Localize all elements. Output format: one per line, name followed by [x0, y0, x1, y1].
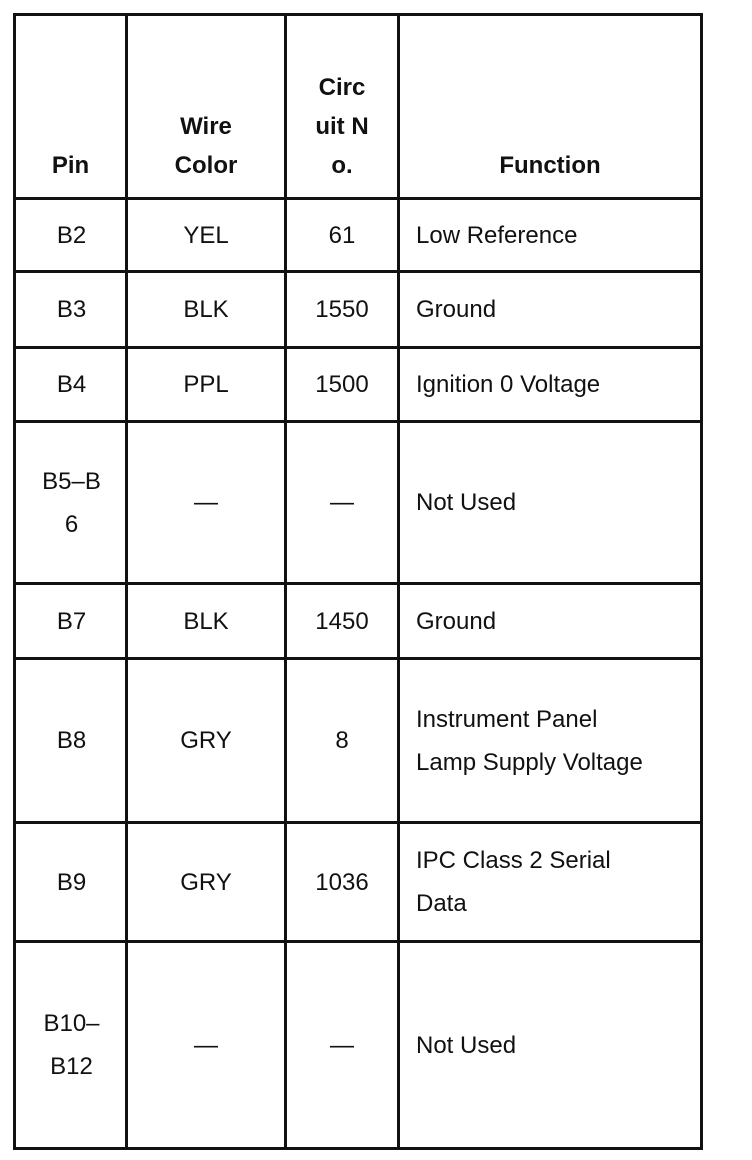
wire-color-cell: PPL — [127, 348, 286, 422]
pin-cell: B5–B6 — [15, 422, 127, 584]
wire-color-cell: BLK — [127, 272, 286, 348]
function-cell: Low Reference — [399, 199, 702, 272]
pin-cell: B8 — [15, 659, 127, 823]
table-row — [15, 348, 702, 422]
table-row — [15, 584, 702, 659]
pin-cell: B3 — [15, 272, 127, 348]
table-row — [15, 823, 702, 942]
pin-cell: B7 — [15, 584, 127, 659]
table-row — [15, 659, 702, 823]
table-header-row — [15, 15, 702, 199]
wire-color-cell: BLK — [127, 584, 286, 659]
circuit-no-cell: 8 — [286, 659, 399, 823]
wire-color-cell: YEL — [127, 199, 286, 272]
function-cell: IPC Class 2 Serial Data — [399, 823, 702, 942]
function-cell: Ignition 0 Voltage — [399, 348, 702, 422]
wire-color-cell: — — [127, 422, 286, 584]
function-cell: Ground — [399, 272, 702, 348]
circuit-no-cell: 1500 — [286, 348, 399, 422]
wire-color-cell: — — [127, 942, 286, 1149]
circuit-no-cell: 61 — [286, 199, 399, 272]
pin-cell: B2 — [15, 199, 127, 272]
circuit-no-cell: 1450 — [286, 584, 399, 659]
table-row — [15, 422, 702, 584]
wire-color-cell: GRY — [127, 659, 286, 823]
function-cell: Instrument Panel Lamp Supply Voltage — [399, 659, 702, 823]
function-cell: Not Used — [399, 422, 702, 584]
table-row — [15, 942, 702, 1149]
pin-cell: B4 — [15, 348, 127, 422]
wire-color-cell: GRY — [127, 823, 286, 942]
header-circuit-no: Circuit No. — [286, 15, 399, 199]
table-row — [15, 272, 702, 348]
pinout-table-container — [13, 13, 700, 1150]
table-row — [15, 199, 702, 272]
circuit-no-cell: 1550 — [286, 272, 399, 348]
pin-cell: B9 — [15, 823, 127, 942]
header-function: Function — [399, 15, 702, 199]
circuit-no-cell: 1036 — [286, 823, 399, 942]
function-cell: Ground — [399, 584, 702, 659]
header-pin: Pin — [15, 15, 127, 199]
circuit-no-cell: — — [286, 422, 399, 584]
circuit-no-cell: — — [286, 942, 399, 1149]
pin-cell: B10–B12 — [15, 942, 127, 1149]
connector-pinout-table — [13, 13, 703, 1150]
function-cell: Not Used — [399, 942, 702, 1149]
header-wire-color: Wire Color — [127, 15, 286, 199]
